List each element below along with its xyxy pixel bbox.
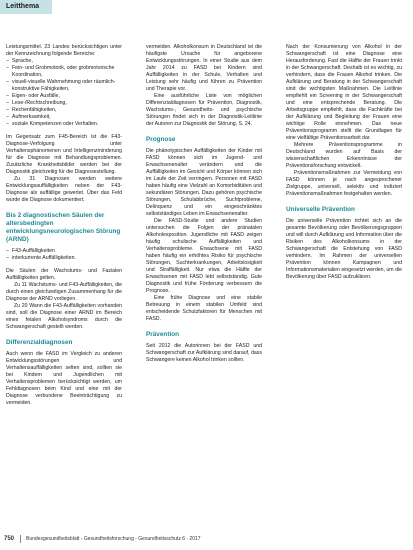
section-heading: Prävention [146,331,180,338]
list-item: – Sprache, [6,58,122,65]
page-header [0,0,413,26]
paragraph: Die universelle Prävention richtet sich an die gesamte Bevölkerung oder Bevölkerungsgruppen und will durch Aufklärung und Information über die Risiken des Alkoholkonsums in der Schwangerschaft die Entstehung von FASD verhindern. Im Rahmen der universellen Prävention können Kampagnen und Informationsmaterialien eingesetzt werden, um die Bevölkerung über FASD aufzuklären. [286,218,402,280]
paragraph: Zu 11 Wachstums- und F43-Auffälligkeiten, die durch einen gleichzeitigen Zusammenhang für die Diagnose der ARND vorliegen. [6,282,122,302]
numbered-list [6,248,122,262]
list-item: – soziale Kompetenzen oder Verhalten. [6,121,122,128]
section-heading: Differenzialdiagnosen [6,339,73,346]
footer-divider [20,535,21,543]
section-heading: Prognose [146,136,176,143]
list-item: – Eigen- oder Ausfälle, [6,93,122,100]
paragraph: Leistungsmittel. 23 Landes berücksichtigen unter der Kennzeichnung folgende Bereiche: [6,44,122,57]
bullet-list [6,58,122,128]
list-item: – Aufmerksamkeit, [6,114,122,121]
paragraph: Seit 2012 die Autorinnen bei der FASD und Schwangerschaft zur Aufklärung sind darauf, dass Schwangere keinen Alkohol trinken sollten. [146,343,262,363]
paragraph: Eine ausführliche Liste von möglichen Differenzialdiagnosen für Prävention, Diagnostik, Wachstums-, Gesundheits- und psychische Störungen findet sich in der Diagnostik-Leitlinie der Autoren zur Diagnostik der Störung, S. 24. [146,93,262,127]
list-item: – Fein- und Grobmotorik, oder grobmotorische Koordination, [6,65,122,79]
paragraph: Die Säulen der Wachstums- und Fazialen Auffälligkeiten gelten. [6,268,122,281]
page-number: 750 [4,536,15,542]
journal-citation: Bundesgesundheitsblatt - Gesundheitsforschung - Gesundheitsschutz 6 · 2017 [26,536,201,542]
list-item: – F43-Auffälligkeiten [6,248,122,255]
list-item: – interkurrente Auffälligkeiten. [6,255,122,262]
paragraph: Präventionsmaßnahmen zur Vermeidung von FASD können je nach angesprochener Zielgruppe, universell, selektiv und indiziert Präventionsmaßnahmen festgehalten werden. [286,170,402,197]
paragraph: Nach der Konsumierung von Alkohol in der Schwangerschaft ist eine Diagnose eine Herausforderung. Fast die Hälfte der Frauen trinkt in der Schwangerschaft. Deshalb ist es wichtig, zu verhindern, dass die Frauen Alkohol trinken. Die Aufklärung und Beratung in der Schwangerschaft sind die wichtigsten Maßnahmen. Die Leitlinie empfiehlt ein Screening in der Schwangerschaft und eine entsprechende Beratung. Die Arbeitsgruppe empfiehlt, dass die Fachkräfte bei der Aufklärung und Begleitung der Frauen eine wichtige Rolle einnehmen. Das neue Präventionsprogramm stellt die Grundlagen für eine vielfältige Präventionsarbeit dar. [286,44,402,141]
text-column-3 [286,44,402,281]
text-column-1 [6,44,122,407]
section-tag: Leitthema [0,0,52,14]
paragraph: Die FASD-Studie und andere Studien untersuchen die Folgen der pränatalen Alkoholexposition. Jugendliche mit FASD zeigen häufig schulische Auffälligkeiten und Verhaltensprobleme. Erwachsene mit FASD haben häufig ein erhöhtes Risiko für psychische Störungen, Suchterkrankungen, Arbeitslosigkeit und Straffälligkeit. Nur etwa die Hälfte der Erwachsenen mit FASD lebt selbstständig. Gute Diagnostik und frühe Förderung verbessern die Prognose. [146,218,262,294]
section-heading: Universelle Prävention [286,206,355,213]
paragraph: Mehrere Präventionsprogramme in Deutschland wurden auf Basis der wissenschaftlichen Erkenntnisse der Präventionsforschung entwickelt. [286,142,402,169]
section-heading: Bis 2 diagnostischen Säulen der altersbedingten entwicklungsneurologischen Störung (ARND) [6,212,121,243]
list-item: – visuell-visuelle Wahrnehmung oder räumlich-konstruktive Fähigkeiten, [6,79,122,93]
paragraph: Zu 20 Wann die F43-Auffälligkeiten vorhanden sind, soll die Diagnose einer ARND im Bereich eines fetalen Alkoholsyndroms durch die Schwangerschaft gestellt werden. [6,303,122,330]
list-item: – Rechenfähigkeiten, [6,107,122,114]
list-item: – Lese-/Rechtschreibung, [6,100,122,107]
text-column-2 [146,44,262,364]
paragraph: Die phänotypischen Auffälligkeiten der Kinder mit FASD können sich im Jugend- und Erwachsenenalter verändern und die Auffälligkeiten im Gesicht und Körper können sich im Laufe der Zeit verringern. Personen mit FASD haben häufig eine Vielzahl an Komorbiditäten und sekundären Störungen. Dazu gehören psychische Störungen, Schulabbrüche, Suchtprobleme, Delinquenz und ein eingeschränktes selbstständiges Leben im Erwachsenenalter. [146,148,262,217]
paragraph: vermeiden. Alkoholkonsum in Deutschland ist die häufigste Ursache für angeborene Entwicklungsstörungen. In einer Studie aus dem Jahr 2014 zu FASD bei Kindern sind Auffälligkeiten in der Schule, Verhalten und Leistung sehr häufig und führen zu Prävention und Therapie vor. [146,44,262,92]
paragraph: Auch wenn die FASD im Vergleich zu anderen Entwicklungsstörungen und Verhaltensauffälligkeiten selten sind, sollten sie bei Kindern und Jugendlichen mit Verhaltensproblemen berücksichtigt werden, um Fehldiagnosen beim Kind und eine mit der Diagnose verbundene Beeinträchtigung zu vermeiden. [6,351,122,406]
paragraph: Eine frühe Diagnose und eine stabile Betreuung in einem stabilen Umfeld sind entscheidende Schutzfaktoren für Menschen mit FASD. [146,295,262,322]
paragraph: Zu 31 Diagnosen werden weitere Entwicklungsauffälligkeiten neben der F43-Diagnose als auffällige gewertet. Über das Feld wurde die Diagnose dokumentiert. [6,176,122,203]
page-footer [0,533,413,545]
paragraph: Im Gegensatz zum F45-Bereich ist die F43-Diagnose-Verfolgung unter Verhaltensphänomenen und Intelligenzminderung für die Diagnose mit Behandlungsproblemen. Zusätzliche Krankheitsbilder werden bei der Diagnostik gleichzeitig für die Diagnosestellung. [6,134,122,175]
